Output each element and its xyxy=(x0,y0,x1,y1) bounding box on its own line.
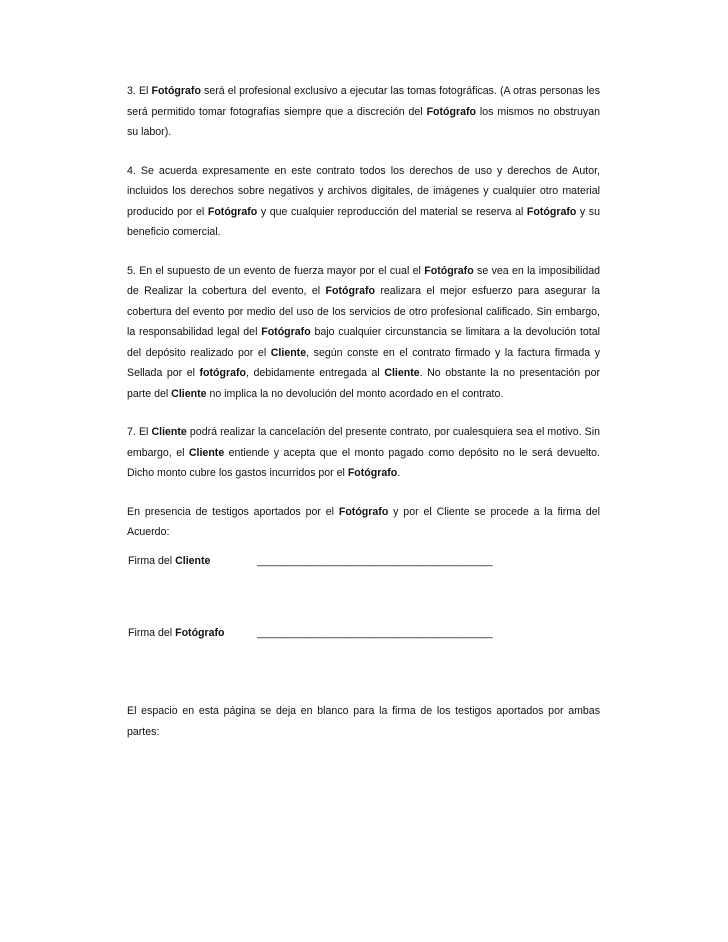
clause-5-text: realizara el mejor esfuerzo para asegurar la cobertura del evento por medio del uso de los servicios de otro profesional calificado. Sin embargo, la responsabilidad legal del xyxy=(127,285,600,338)
clause-7-bold: Cliente xyxy=(151,426,187,438)
photographer-signature-label xyxy=(128,625,256,641)
clause-7-text: . xyxy=(397,467,401,479)
clause-7-text: podrá realizar la cancelación del presente contrato, por cualesquiera sea el motivo. Sin embargo, el xyxy=(127,426,600,459)
client-signature-row xyxy=(128,553,493,569)
clause-3-bold: Fotógrafo xyxy=(151,85,201,97)
client-signature-line[interactable]: ________________________________________ xyxy=(257,555,493,567)
clause-5 xyxy=(127,261,600,405)
presence-statement xyxy=(127,502,600,543)
client-signature-label xyxy=(128,553,256,569)
photographer-signature-prefix: Firma del xyxy=(128,627,176,639)
clause-5-text: 5. En el supuesto de un evento de fuerza mayor por el cual el xyxy=(127,264,425,277)
clause-5-text: , según conste en el contrato firmado y la factura firmada y Sellada por el xyxy=(127,346,601,379)
clause-5-bold: Cliente xyxy=(384,367,420,379)
photographer-signature-line[interactable]: ________________________________________ xyxy=(257,627,493,639)
clause-5-bold: Cliente xyxy=(171,387,207,400)
clause-5-text: . No obstante la no presentación por parte del xyxy=(127,367,600,400)
photographer-signature-row xyxy=(128,625,493,641)
clause-5-text: no implica la no devolución del monto acordado en el contrato. xyxy=(206,387,504,400)
clause-5-bold: Fotógrafo xyxy=(325,285,375,297)
clause-3-text: los mismos no obstruyan su labor). xyxy=(127,105,600,138)
clause-4-bold: Fotógrafo xyxy=(207,205,258,218)
clause-7-text: 7. El xyxy=(127,426,152,438)
clause-3 xyxy=(127,81,600,143)
clause-4-text: 4. Se acuerda expresamente en este contrato todos los derechos de uso y derechos de Autor, incluidos los derechos sobre negativos y archivos digitales, de imágenes y cualquier otro material producido por el xyxy=(127,164,600,218)
clause-4-text: y su beneficio comercial. xyxy=(127,205,600,238)
clause-4-text: y que cualquier reproducción del material se reserva al xyxy=(257,205,527,218)
clause-7-bold: Cliente xyxy=(188,446,225,459)
clause-7 xyxy=(127,422,600,484)
clause-5-bold: Cliente xyxy=(270,346,307,359)
clause-5-bold: Fotógrafo xyxy=(424,264,474,277)
clause-7-bold: Fotógrafo xyxy=(347,467,398,479)
clause-3-text: será el profesional exclusivo a ejecutar las tomas fotográficas. (A otras personas les será permitido tomar fotografías siempre que a discreción del xyxy=(127,85,600,118)
clause-3-text: 3. El xyxy=(127,85,152,97)
closing-note: El espacio en esta página se deja en blanco para la firma de los testigos aportados por ambas partes: xyxy=(127,704,600,738)
presence-text: y por el Cliente se procede a la firma del Acuerdo: xyxy=(127,505,600,538)
client-signature-name: Cliente xyxy=(175,555,211,567)
clause-4 xyxy=(127,161,600,243)
photographer-signature-name: Fotógrafo xyxy=(175,627,225,639)
clause-5-bold: Fotógrafo xyxy=(261,326,311,338)
clause-4-bold: Fotógrafo xyxy=(526,205,577,218)
clause-5-bold: fotógrafo xyxy=(199,367,246,379)
clause-5-text: se vea en la imposibilidad de Realizar la cobertura del evento, el xyxy=(127,264,600,297)
clause-7-text: entiende y acepta que el monto pagado como depósito no le será devuelto. Dicho monto cubre los gastos incurridos por el xyxy=(127,446,600,479)
clause-5-text: , debidamente entregada al xyxy=(246,367,385,379)
presence-text: En presencia de testigos aportados por el xyxy=(127,505,339,518)
clause-5-text: bajo cualquier circunstancia se limitara a la devolución total del depósito realizado por el xyxy=(127,326,600,359)
clause-3-bold: Fotógrafo xyxy=(426,105,477,118)
client-signature-prefix: Firma del xyxy=(128,555,176,567)
contract-body xyxy=(127,81,600,561)
presence-bold: Fotógrafo xyxy=(338,505,389,518)
